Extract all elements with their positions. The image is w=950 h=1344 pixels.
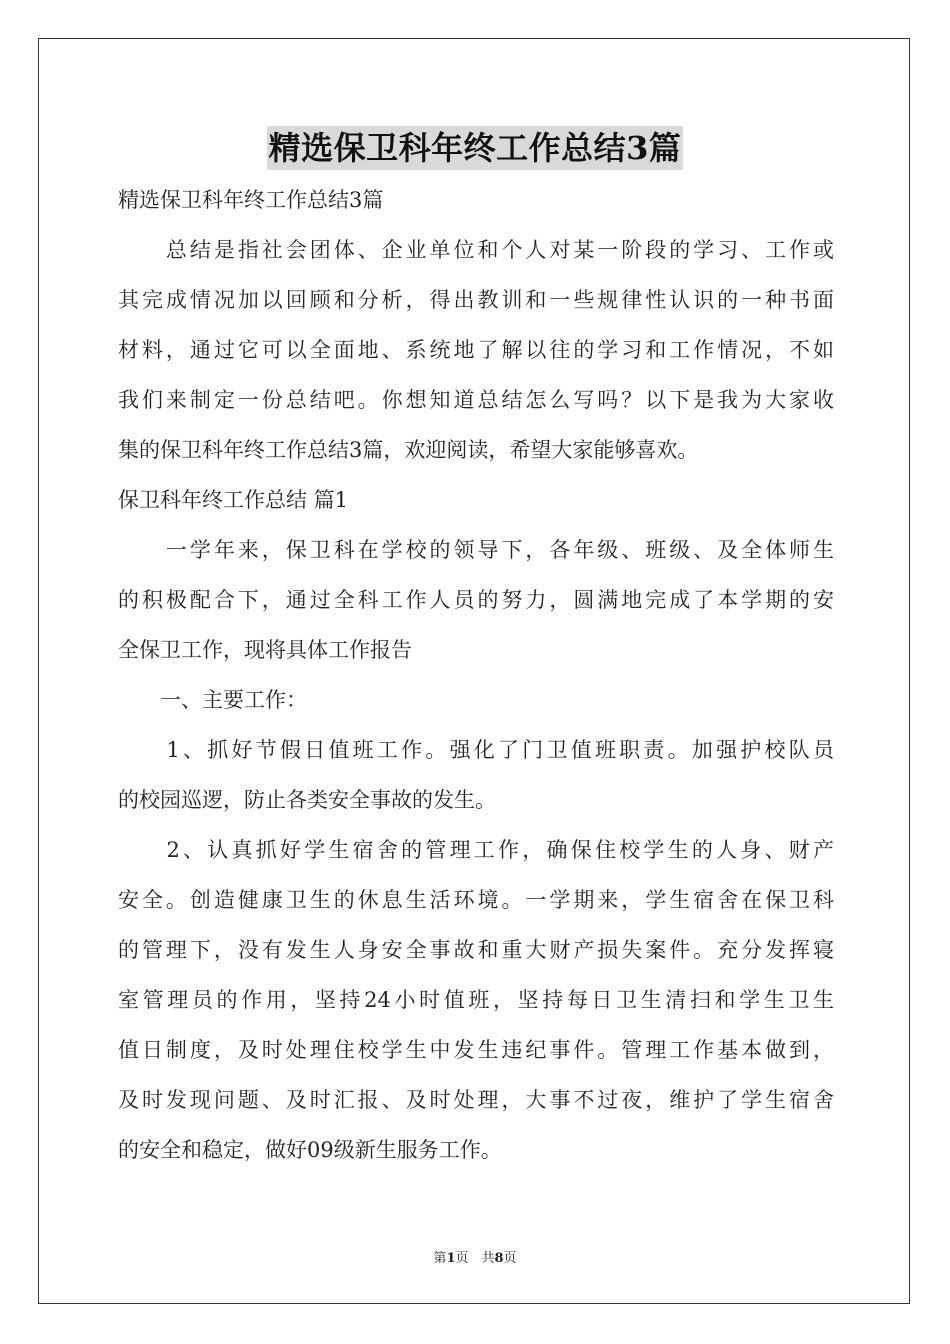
list-heading: 一、主要工作： [118,688,307,712]
paragraph-line: 值日制度，及时处理住校学生中发生违纪事件。管理工作基本做到， [118,1038,834,1062]
total-page-number: 8 [494,1251,504,1266]
paragraph-line: 其完成情况加以回顾和分析，得出教训和一些规律性认识的一种书面 [118,288,834,312]
page-footer [0,1247,950,1266]
title-container [0,126,950,170]
paragraph-line: 的管理下，没有发生人身安全事故和重大财产损失案件。充分发挥寝 [118,938,834,962]
paragraph-line: 我们来制定一份总结吧。你想知道总结怎么写吗？以下是我为大家收 [118,388,834,412]
paragraph-line: 2、认真抓好学生宿舍的管理工作，确保住校学生的人身、财产 [118,838,834,862]
document-title: 精选保卫科年终工作总结3篇 [267,126,684,170]
paragraph-line: 的积极配合下，通过全科工作人员的努力，圆满地完成了本学期的安 [118,588,834,612]
paragraph-line: 全保卫工作，现将具体工作报告 [118,638,412,662]
paragraph-line: 一学年来，保卫科在学校的领导下，各年级、班级、及全体师生 [118,538,834,562]
current-page-number: 1 [446,1251,456,1266]
paragraph-line: 材料，通过它可以全面地、系统地了解以往的学习和工作情况，不如 [118,338,834,362]
paragraph-line: 室管理员的作用，坚持24小时值班，坚持每日卫生清扫和学生卫生 [118,988,834,1012]
paragraph-line: 集的保卫科年终工作总结3篇，欢迎阅读，希望大家能够喜欢。 [118,438,699,462]
paragraph-line: 及时发现问题、及时汇报、及时处理，大事不过夜，维护了学生宿舍 [118,1088,834,1112]
footer-mid: 页 共 [455,1251,495,1266]
footer-suffix: 页 [503,1251,517,1266]
paragraph-line: 的安全和稳定，做好09级新生服务工作。 [118,1138,502,1162]
document-body [118,180,834,1170]
paragraph-line: 总结是指社会团体、企业单位和个人对某一阶段的学习、工作或 [118,238,834,262]
footer-prefix: 第 [433,1251,447,1266]
subtitle-line: 精选保卫科年终工作总结3篇 [118,188,384,212]
section-heading: 保卫科年终工作总结 篇1 [118,488,349,512]
paragraph-line: 安全。创造健康卫生的休息生活环境。一学期来，学生宿舍在保卫科 [118,888,834,912]
paragraph-line: 的校园巡逻，防止各类安全事故的发生。 [118,788,496,812]
paragraph-line: 1、抓好节假日值班工作。强化了门卫值班职责。加强护校队员 [118,738,834,762]
